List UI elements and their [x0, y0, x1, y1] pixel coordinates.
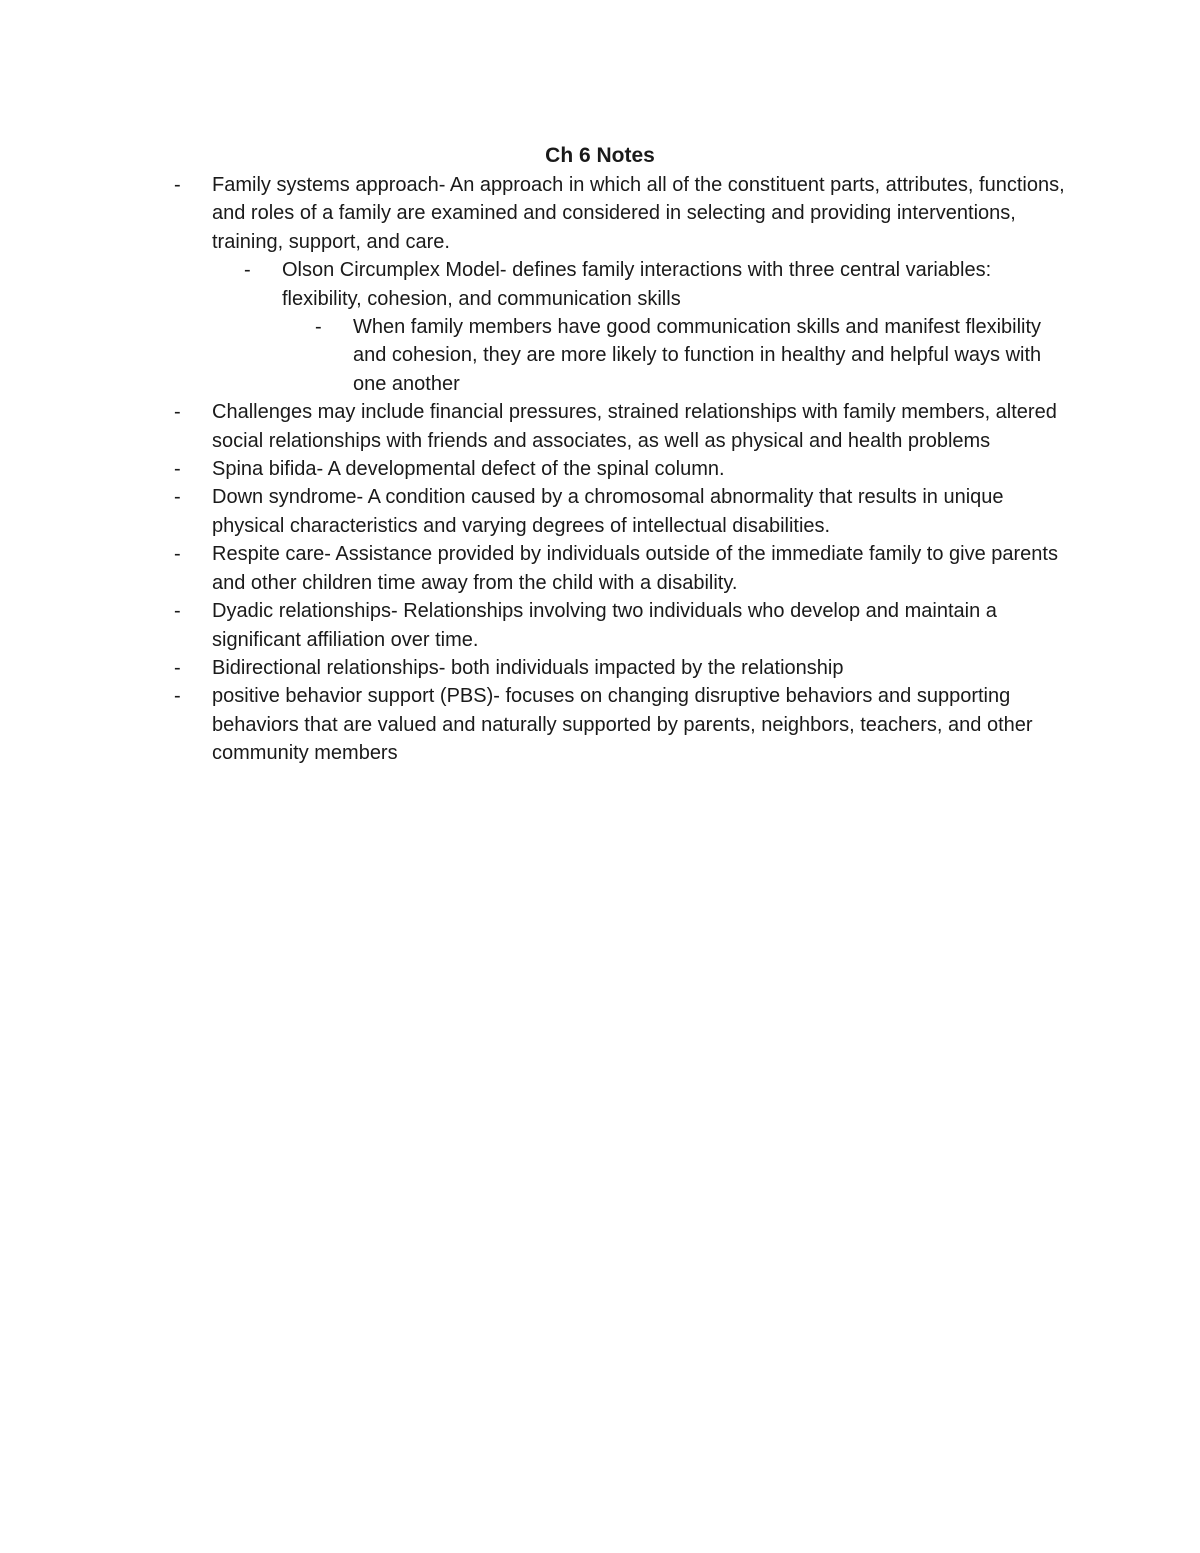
list-item-text: When family members have good communication skills and manifest flexibility and cohesion, they are more likely to function in healthy and helpful ways with one another — [353, 316, 1042, 395]
list-item — [172, 654, 1072, 682]
list-item — [172, 682, 1072, 767]
list-item-text: positive behavior support (PBS)- focuses on changing disruptive behaviors and supporting behaviors that are valued and naturally supported by parents, neighbors, teachers, and other community members — [212, 685, 1033, 765]
bullet-dash: - — [174, 656, 181, 679]
list-item — [172, 455, 1072, 483]
list-item — [313, 313, 1072, 398]
list-item-text: Respite care- Assistance provided by individuals outside of the immediate family to give parents and other children time away from the child with a disability. — [212, 543, 1058, 594]
list-item — [172, 171, 1072, 256]
page-title: Ch 6 Notes — [545, 144, 655, 167]
bullet-dash: - — [315, 316, 322, 339]
list-item-text: Spina bifida- A developmental defect of the spinal column. — [212, 458, 725, 481]
list-item-text: Family systems approach- An approach in which all of the constituent parts, attributes, functions, and roles of a family are examined and considered in selecting and providing interventions, training, support, and care. — [212, 174, 1065, 253]
bullet-dash: - — [174, 401, 181, 424]
list-item-text: Down syndrome- A condition caused by a chromosomal abnormality that results in unique physical characteristics and varying degrees of intellectual disabilities. — [212, 486, 1004, 537]
bullet-dash: - — [174, 543, 181, 566]
bullet-dash: - — [174, 685, 181, 708]
list-item-text: Challenges may include financial pressures, strained relationships with family members, altered social relationships with friends and associates, as well as physical and health problems — [212, 401, 1057, 452]
bullet-dash: - — [174, 486, 181, 509]
list-item — [172, 540, 1072, 597]
list-item — [242, 256, 1072, 313]
list-item-text: Dyadic relationships- Relationships involving two individuals who develop and maintain a significant affiliation over time. — [212, 600, 997, 651]
list-item — [172, 597, 1072, 654]
list-item — [172, 483, 1072, 540]
bullet-dash: - — [174, 600, 181, 623]
list-item-text: Olson Circumplex Model- defines family interactions with three central variables: flexibility, cohesion, and communication skills — [282, 259, 992, 310]
bullet-dash: - — [244, 259, 251, 282]
list-item-text: Bidirectional relationships- both individuals impacted by the relationship — [212, 656, 844, 679]
bullet-dash: - — [174, 458, 181, 481]
list-item — [172, 398, 1072, 455]
notes-list — [172, 171, 1072, 768]
bullet-dash: - — [174, 174, 181, 196]
